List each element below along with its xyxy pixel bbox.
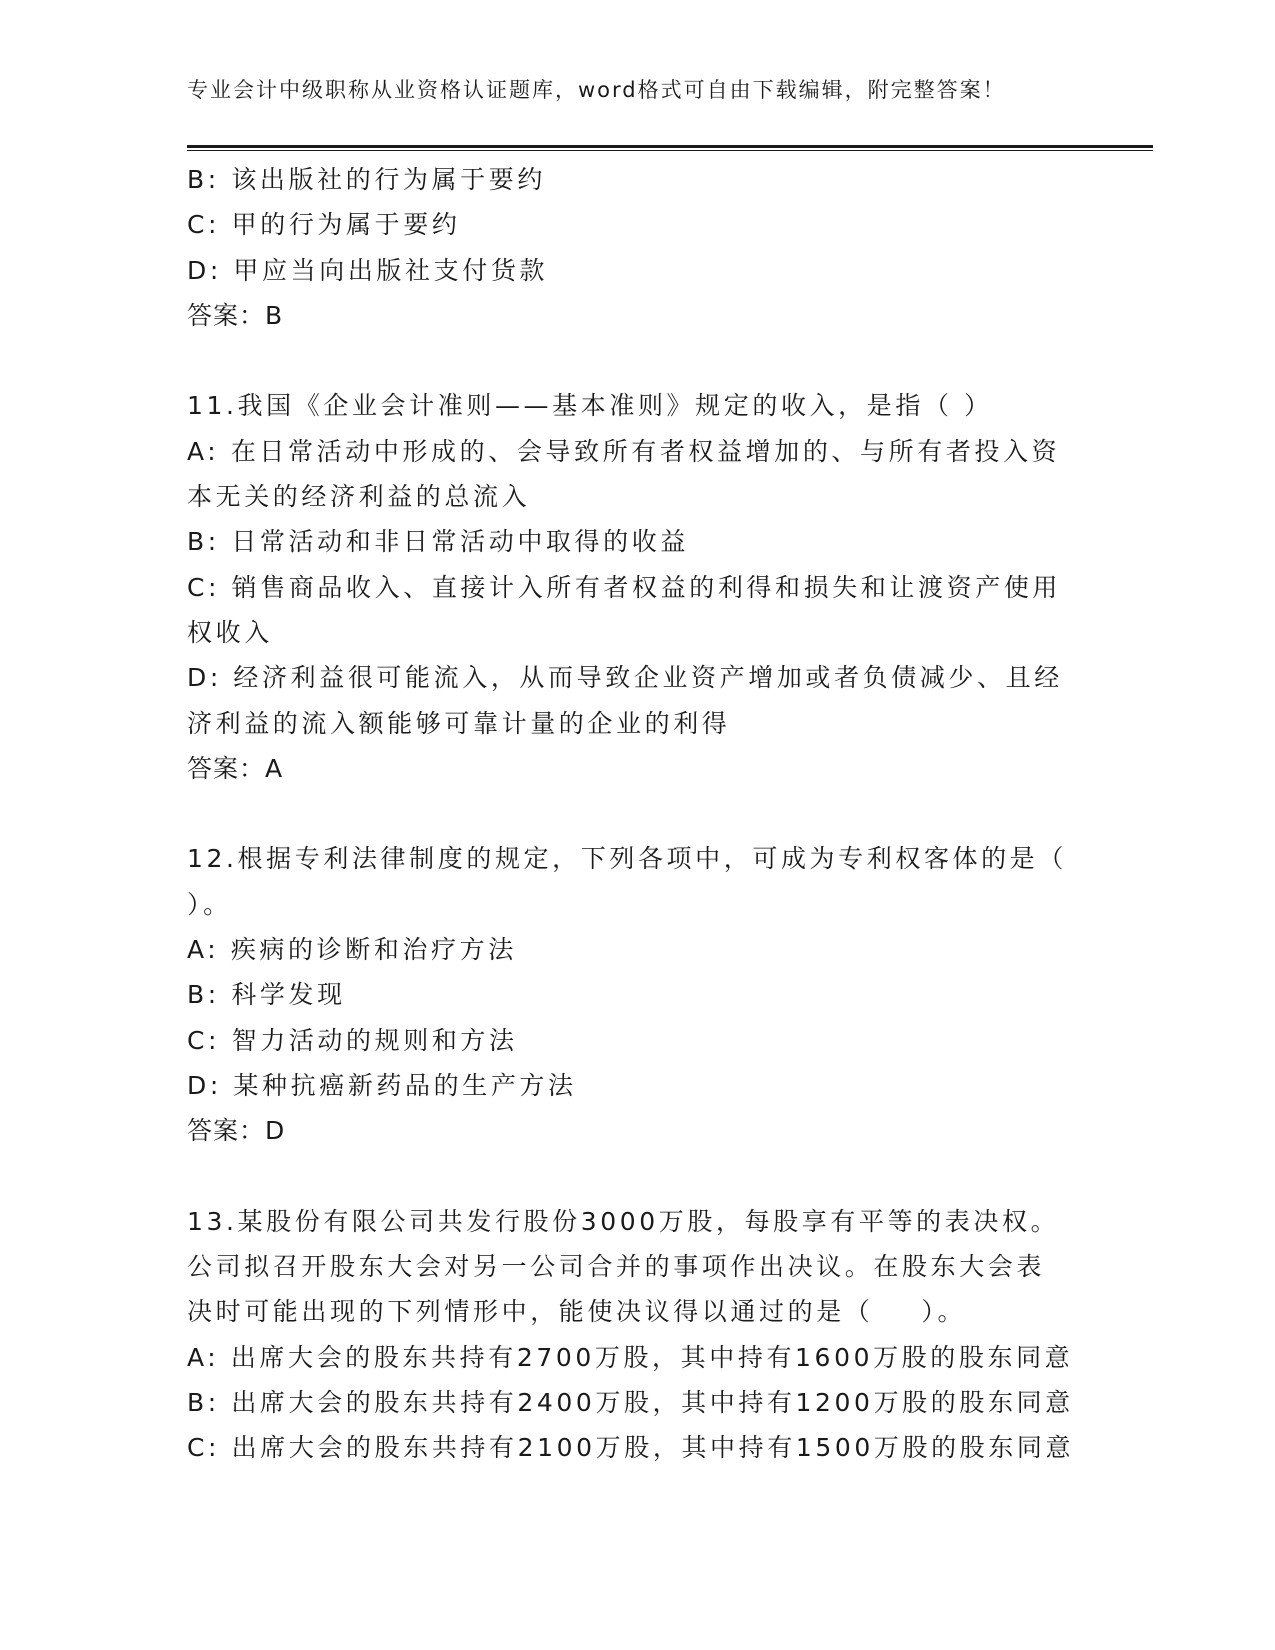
question-stem-line-2: 公司拟召开股东大会对另一公司合并的事项作出决议。在股东大会表 [187,1252,1046,1282]
header-rule-thick [187,145,1153,148]
spacer [187,791,1087,836]
option-d: D: 甲应当向出版社支付货款 [187,255,549,285]
spacer [187,338,1087,383]
question-stem-line-1: 12.根据专利法律制度的规定，下列各项中，可成为专利权客体的是（ [187,844,1067,874]
answer: 答案：D [187,1116,286,1146]
option-b: B: 该出版社的行为属于要约 [187,165,546,194]
option-a-line-2: 本无关的经济利益的总流入 [187,482,531,512]
document-body [187,157,1087,1471]
stem-text: 决时可能出现的下列情形中，能使决议得以通过的是（ [187,1297,874,1327]
option-d-line-1: D: 经济利益很可能流入，从而导致企业资产增加或者负债减少、且经 [187,663,1063,693]
page-header: 专业会计中级职称从业资格认证题库，word格式可自由下载编辑，附完整答案！ [187,78,1006,102]
question-stem-line-1: 13.某股份有限公司共发行股份3000万股，每股享有平等的表决权。 [187,1206,1060,1236]
option-c-line-1: C: 销售商品收入、直接计入所有者权益的利得和损失和让渡资产使用 [187,572,1062,602]
option-c: C: 智力活动的规则和方法 [187,1025,518,1055]
option-b: B: 出席大会的股东共持有2400万股，其中持有1200万股的股东同意 [187,1388,1074,1418]
option-b: B: 日常活动和非日常活动中取得的收益 [187,527,689,557]
option-c: C: 出席大会的股东共持有2100万股，其中持有1500万股的股东同意 [187,1433,1075,1463]
header-rule-thin [187,150,1153,151]
answer: 答案：A [187,753,284,783]
answer: 答案：B [187,300,284,330]
option-d: D: 某种抗癌新药品的生产方法 [187,1070,577,1100]
option-a: A: 出席大会的股东共持有2700万股，其中持有1600万股的股东同意 [187,1342,1074,1372]
question-12 [187,836,1087,1153]
question-11 [187,383,1087,791]
spacer [187,1154,1087,1199]
question-10 [187,157,1087,338]
option-a-line-1: A: 在日常活动中形成的、会导致所有者权益增加的、与所有者投入资 [187,436,1061,466]
question-stem-line-2: ）。 [187,889,232,919]
question-stem: 11.我国《企业会计准则——基本准则》规定的收入，是指（ ） [187,391,993,421]
option-d-line-2: 济利益的流入额能够可靠计量的企业的利得 [187,708,731,738]
question-13 [187,1199,1087,1471]
stem-text-end: ）。 [921,1297,967,1327]
option-b: B: 科学发现 [187,980,346,1010]
option-c-line-2: 权收入 [187,617,273,647]
option-a: A: 疾病的诊断和治疗方法 [187,935,517,965]
option-c: C: 甲的行为属于要约 [187,210,461,240]
question-stem-line-3 [187,1289,1087,1334]
